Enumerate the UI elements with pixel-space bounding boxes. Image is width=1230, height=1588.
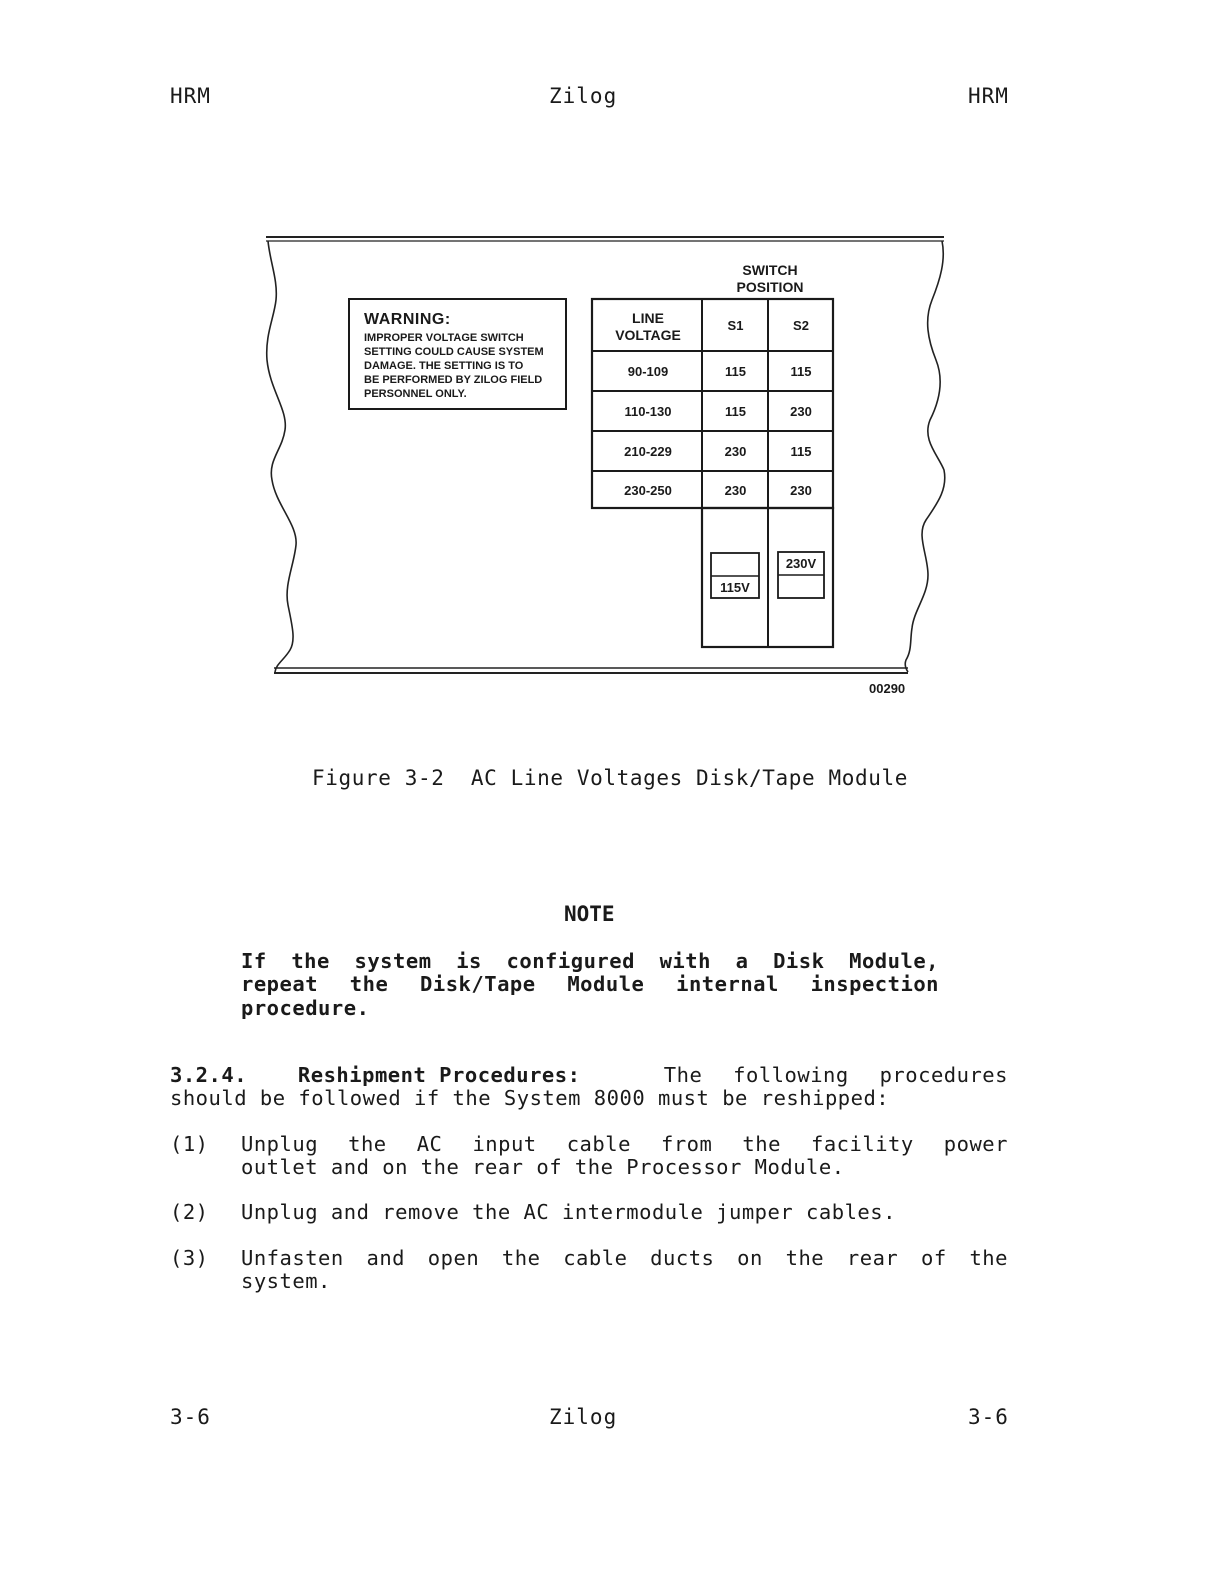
step-text: Unplug and remove the AC intermodule jumper cables. — [241, 1200, 896, 1224]
note-line: repeat the Disk/Tape Module internal inspection — [241, 972, 939, 996]
footer-left: 3-6 — [170, 1405, 211, 1429]
warning-box — [348, 298, 567, 410]
note-line: procedure. — [241, 996, 370, 1020]
row-s1: 115 — [725, 363, 746, 379]
row-s2: 230 — [790, 403, 812, 419]
col-line-voltage-1: LINE — [632, 310, 664, 326]
header-left: HRM — [170, 84, 211, 108]
row-voltage: 110-130 — [624, 403, 672, 419]
warning-line: BE PERFORMED BY ZILOG FIELD — [364, 374, 543, 386]
warning-line: PERSONNEL ONLY. — [364, 388, 467, 400]
footer-right: 3-6 — [968, 1405, 1009, 1429]
note-heading: NOTE — [564, 902, 615, 926]
row-s1: 230 — [724, 443, 747, 459]
row-s2: 115 — [790, 443, 812, 459]
row-s1: 230 — [724, 482, 747, 498]
row-voltage: 210-229 — [624, 443, 672, 459]
row-voltage: 90-109 — [627, 363, 669, 379]
warning-line: IMPROPER VOLTAGE SWITCH — [364, 332, 524, 344]
switch-position-heading-1: SWITCH — [742, 262, 798, 278]
figure-caption: Figure 3-2 AC Line Voltages Disk/Tape Module — [312, 766, 908, 790]
figure-number: 00290 — [869, 681, 906, 696]
warning-title: WARNING: — [364, 311, 451, 328]
section-first-line — [170, 1064, 1008, 1087]
section-number: 3.2.4. — [170, 1063, 248, 1087]
header-right: HRM — [968, 84, 1009, 108]
note-line: If the system is configured with a Disk Module, — [241, 949, 939, 973]
step-number: (3) — [170, 1246, 209, 1270]
row-s1: 115 — [725, 403, 746, 419]
warning-line: SETTING COULD CAUSE SYSTEM — [364, 346, 544, 358]
header-center: Zilog — [549, 84, 618, 108]
col-line-voltage-2: VOLTAGE — [615, 327, 681, 343]
row-s2: 230 — [790, 482, 812, 498]
col-s2: S2 — [793, 318, 809, 333]
row-s2: 115 — [790, 363, 812, 379]
warning-line: DAMAGE. THE SETTING IS TO — [364, 360, 524, 372]
switch-s2-label: 230V — [785, 556, 817, 571]
step-number: (1) — [170, 1132, 209, 1156]
switch-position-heading-2: POSITION — [736, 279, 804, 295]
step-text: Unfasten and open the cable ducts on the rear of the — [241, 1246, 1008, 1270]
footer-center: Zilog — [549, 1405, 618, 1429]
step-text: outlet and on the rear of the Processor Module. — [241, 1155, 845, 1179]
step-text: system. — [241, 1269, 331, 1293]
row-voltage: 230-250 — [624, 482, 672, 498]
col-s1: S1 — [727, 318, 744, 333]
section-intro-rest: The following procedures — [663, 1063, 1008, 1087]
section-title: Reshipment Procedures: — [297, 1063, 581, 1087]
step-number: (2) — [170, 1200, 209, 1224]
step-text: Unplug the AC input cable from the facility power — [241, 1132, 1008, 1156]
switch-s1-label: 115V — [720, 579, 750, 595]
section-intro-line2: should be followed if the System 8000 must be reshipped: — [170, 1086, 890, 1110]
